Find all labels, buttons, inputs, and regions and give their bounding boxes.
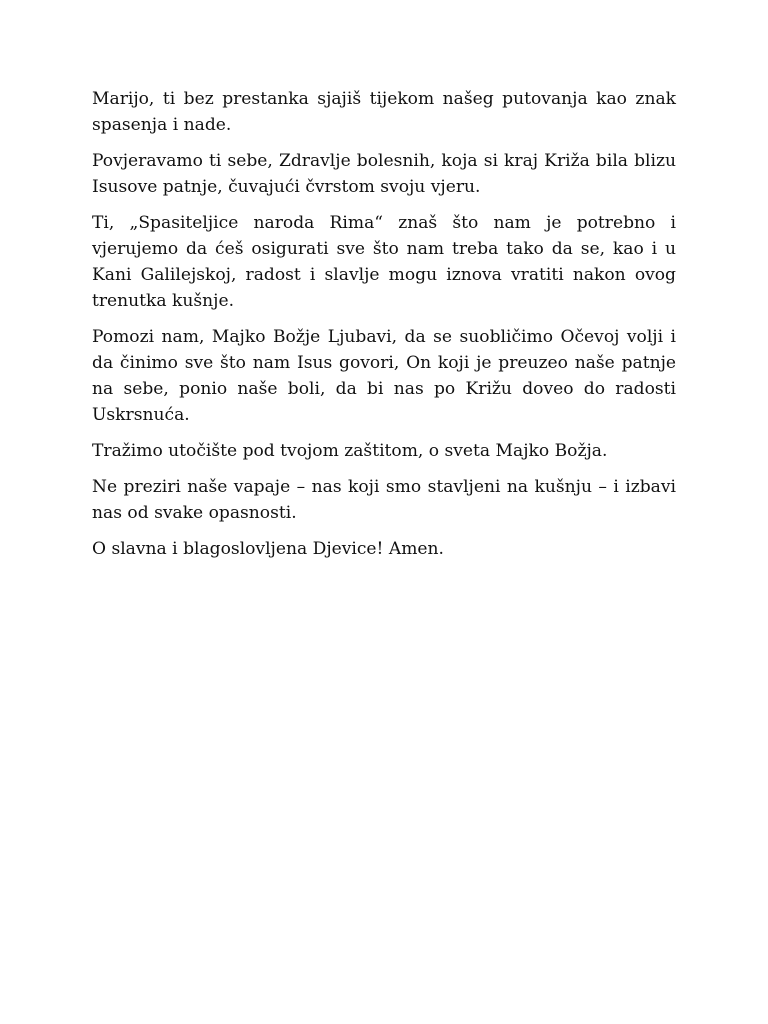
- paragraph-3: Ti, „Spasiteljice naroda Rima“ znaš što nam je potrebno i vjerujemo da ćeš osigurati sve što nam treba tako da se, kao i u Kani Galilejskoj, radost i slavlje mogu iznova vratiti nakon ovog trenutka kušnje.: [92, 213, 676, 311]
- paragraph-1: Marijo, ti bez prestanka sjajiš tijekom našeg putovanja kao znak spasenja i nade.: [92, 89, 676, 135]
- paragraph-4: Pomozi nam, Majko Božje Ljubavi, da se suobličimo Očevoj volji i da činimo sve što nam Isus govori, On koji je preuzeo naše patnje na sebe, ponio naše boli, da bi nas po Križu doveo do radosti Uskrsnuća.: [92, 327, 676, 425]
- prayer-text: [92, 86, 676, 572]
- paragraph-6: Ne preziri naše vapaje – nas koji smo stavljeni na kušnju – i izbavi nas od svake opasnosti.: [92, 477, 676, 523]
- paragraph-7: O slavna i blagoslovljena Djevice! Amen.: [92, 539, 444, 559]
- paragraph-5: Tražimo utočište pod tvojom zaštitom, o sveta Majko Božja.: [92, 441, 608, 461]
- paragraph-2: Povjeravamo ti sebe, Zdravlje bolesnih, koja si kraj Križa bila blizu Isusove patnje, čuvajući čvrstom svoju vjeru.: [92, 151, 676, 197]
